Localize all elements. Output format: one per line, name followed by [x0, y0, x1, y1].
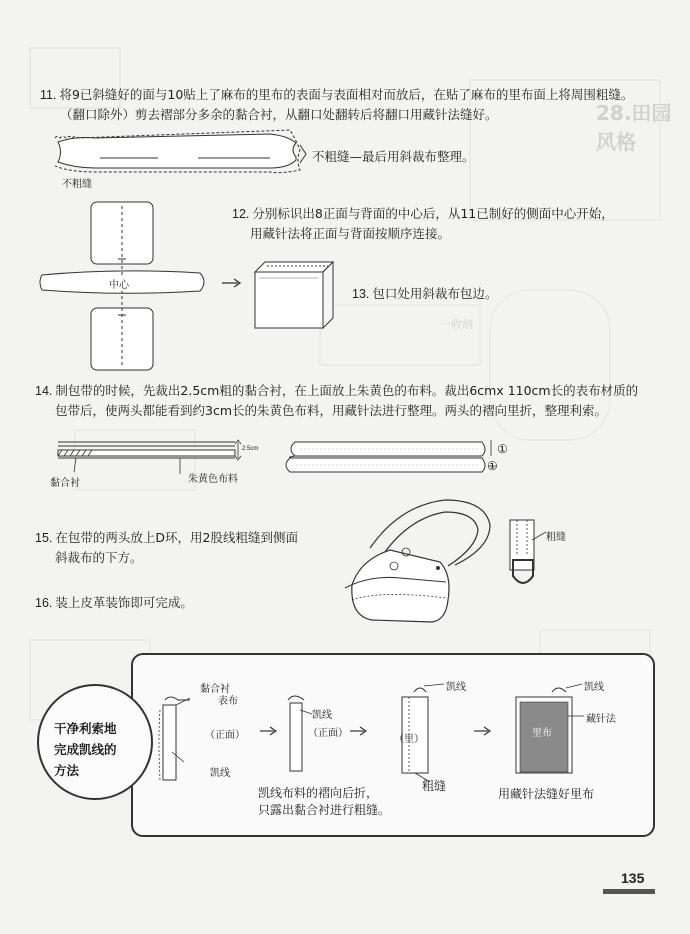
- label-no-baste-last: 不粗缝—最后用斜裁布整理。: [312, 149, 475, 164]
- tip-label-interfacing: 黏合衬: [200, 684, 230, 695]
- tip-label-lining: 里布: [532, 728, 552, 739]
- page-number-bar: [603, 889, 655, 894]
- label-circle-1a: ①: [497, 442, 508, 456]
- step-15-number: 15.: [35, 531, 53, 545]
- tip-title-line2: 完成凯线的: [54, 742, 117, 757]
- step-11-line1: 将9已斜缝好的面与10贴上了麻布的里布的表面与表面相对而放后，在贴了麻布的里布面上将周围粗缝。: [59, 87, 634, 102]
- tip-label-front2: （正面）: [308, 728, 348, 739]
- label-orange-fabric: 朱黄色布料: [188, 474, 238, 485]
- tip-label-outer: 表布: [218, 696, 238, 707]
- label-interfacing: 黏合衬: [50, 478, 80, 489]
- step-14-line2: 包带后，使两头都能看到约3cm长的朱黄色布料，用藏针法进行整理。两头的褶向里折，整理利索。: [55, 403, 608, 418]
- label-circle-1b: ①: [487, 459, 498, 473]
- step-11-line2: （翻口除外）剪去褶部分多余的黏合衬，从翻口处翻转后将翻口用藏针法缝好。: [60, 107, 498, 122]
- bleed-label: 一收纳: [440, 318, 473, 331]
- tip-caption-3: 用藏针法缝好里布: [498, 787, 595, 801]
- step-13-number: 13.: [352, 287, 370, 301]
- tip-caption-2: 粗缝: [422, 779, 447, 793]
- page-number: 135: [621, 870, 645, 886]
- step-16-number: 16.: [35, 596, 53, 610]
- step-12-number: 12.: [232, 207, 250, 221]
- tip-label-front1: （正面）: [205, 730, 245, 741]
- tip-label-piping-bottom: 凯线: [210, 768, 230, 779]
- step-15-line2: 斜裁布的下方。: [55, 550, 143, 565]
- label-coarse-stitch: 粗缝: [546, 532, 566, 543]
- step-14-line1: 制包带的时候，先裁出2.5cm粗的黏合衬，在上面放上朱黄色的布料。裁出6cmx 110cm长的表布材质的: [55, 383, 639, 398]
- tip-title-line1: 干净利索地: [54, 721, 117, 736]
- step-15-line1: 在包带的两头放上D环，用2股线粗缝到侧面: [55, 530, 298, 545]
- step-16-text: 装上皮革装饰即可完成。: [55, 595, 193, 610]
- tip-caption-1-line2: 只露出黏合衬进行粗缝。: [258, 803, 391, 817]
- label-center: 中心: [108, 276, 130, 291]
- step-11-number: 11.: [40, 88, 57, 102]
- tip-label-piping-4: 凯线: [584, 682, 604, 693]
- tip-label-piping-3: 凯线: [446, 682, 466, 693]
- label-width: 2.5cm: [242, 446, 259, 452]
- step-12-line2: 用藏针法将正面与背面按顺序连接。: [250, 226, 451, 241]
- label-no-baste: 不粗缝: [62, 179, 92, 190]
- tip-caption-1-line1: 凯线布料的褶向后折，: [258, 786, 379, 800]
- bleed-title: 28.田园风格: [596, 101, 672, 154]
- tip-label-slip-stitch: 藏针法: [586, 714, 616, 725]
- tip-label-back: （里）: [394, 734, 424, 745]
- step-12-line1: 分别标识出8正面与背面的中心后，从11已制好的侧面中心开始，: [252, 206, 614, 221]
- tip-title-line3: 方法: [54, 763, 80, 778]
- tip-caption-1: [258, 785, 390, 819]
- step-14-number: 14.: [35, 384, 53, 398]
- step-13-text: 包口处用斜裁布包边。: [372, 286, 498, 301]
- tip-label-piping: 凯线: [312, 710, 332, 721]
